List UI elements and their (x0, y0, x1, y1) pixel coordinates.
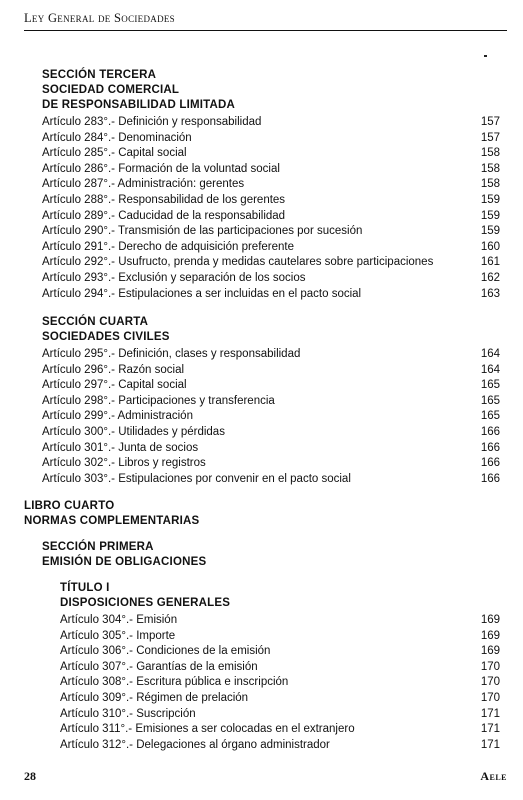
entry-page: 162 (480, 272, 500, 284)
toc-entry (42, 363, 500, 379)
entry-title: Artículo 300°.- Utilidades y pérdidas (42, 426, 225, 438)
toc-entry (60, 644, 500, 660)
publisher-mark: Aele (480, 769, 507, 783)
entry-page: 157 (480, 131, 500, 144)
entry-title: Artículo 304°.- Emisión (60, 614, 178, 626)
toc-entry (60, 675, 500, 691)
entry-page: 160 (480, 240, 500, 253)
entry-title: Artículo 303°.- Estipulaciones por convenir en el pacto social (42, 472, 351, 485)
heading-line: SECCIÓN TERCERA (42, 69, 157, 81)
entry-title: Artículo 307°.- Garantías de la emisión (60, 660, 258, 673)
entry-page: 159 (480, 194, 500, 206)
entry-page: 171 (480, 707, 500, 720)
entry-page: 166 (480, 426, 500, 438)
toc-entry (42, 378, 500, 394)
entry-page: 169 (480, 645, 500, 658)
entry-page: 169 (480, 629, 500, 642)
toc-entry (60, 629, 500, 645)
entry-page: 161 (480, 256, 500, 269)
entry-page: 171 (480, 723, 500, 736)
toc-entry (42, 472, 500, 488)
header-title: Ley General de Sociedades (24, 11, 175, 25)
toc-entry (42, 193, 500, 209)
entry-page: 165 (480, 410, 500, 423)
entry-title: Artículo 288°.- Responsabilidad de los gerentes (42, 194, 286, 206)
entry-title: Artículo 290°.- Transmisión de las participaciones por sucesión (42, 225, 363, 238)
entry-page: 165 (480, 394, 500, 407)
entry-title: Artículo 299°.- Administración (42, 410, 193, 423)
entry-title: Artículo 287°.- Administración: gerentes (42, 178, 245, 191)
entry-page: 165 (480, 379, 500, 392)
toc-entry (60, 738, 500, 754)
entry-title: Artículo 309°.- Régimen de prelación (60, 692, 249, 704)
entry-title: Artículo 285°.- Capital social (42, 147, 187, 160)
toc-entry (42, 146, 500, 162)
entry-page: 159 (480, 209, 500, 222)
heading-line: SOCIEDAD COMERCIAL (42, 84, 180, 96)
entry-title: Artículo 298°.- Participaciones y transferencia (42, 394, 275, 407)
toc-entry (42, 394, 500, 410)
toc-entry (60, 691, 500, 707)
heading-line: SECCIÓN PRIMERA (42, 541, 154, 553)
entry-page: 171 (480, 738, 500, 751)
toc-entry (42, 162, 500, 178)
entry-title: Artículo 294°.- Estipulaciones a ser incluidas en el pacto social (42, 287, 362, 300)
toc-entry (60, 722, 500, 738)
toc-entry (42, 287, 500, 303)
heading-line: SOCIEDADES CIVILES (42, 331, 170, 343)
heading-line: LIBRO CUARTO (24, 500, 115, 512)
entry-title: Artículo 297°.- Capital social (42, 379, 187, 392)
section-heading (42, 540, 206, 570)
entry-title: Artículo 295°.- Definición, clases y responsabilidad (42, 348, 301, 360)
entry-page: 164 (480, 363, 500, 376)
toc-entry (42, 441, 500, 457)
entry-page: 164 (480, 348, 500, 360)
entry-page: 170 (480, 676, 500, 689)
title-heading (60, 581, 230, 611)
toc-entry (42, 224, 500, 240)
toc-entry (42, 240, 500, 256)
toc-entry (42, 255, 500, 271)
entry-title: Artículo 306°.- Condiciones de la emisión (60, 645, 271, 658)
entry-title: Artículo 308°.- Escritura pública e inscripción (60, 676, 289, 689)
entry-title: Artículo 302°.- Libros y registros (42, 457, 206, 470)
toc-entry (42, 271, 500, 287)
heading-line: SECCIÓN CUARTA (42, 316, 149, 328)
entry-page: 157 (480, 116, 500, 128)
entry-page: 159 (480, 225, 500, 238)
entry-title: Artículo 286°.- Formación de la voluntad social (42, 162, 280, 175)
toc-entry (42, 347, 500, 363)
entry-page: 166 (480, 441, 500, 454)
toc-entry (42, 209, 500, 225)
toc-entry (60, 660, 500, 676)
toc-entry (42, 425, 500, 441)
heading-line: DISPOSICIONES GENERALES (60, 597, 231, 609)
entry-page: 170 (480, 660, 500, 673)
entry-title: Artículo 312°.- Delegaciones al órgano administrador (60, 738, 330, 751)
entry-title: Artículo 292°.- Usufructo, prenda y medidas cautelares sobre participaciones (42, 256, 434, 269)
entry-title: Artículo 283°.- Definición y responsabilidad (42, 116, 262, 128)
entry-title: Artículo 305°.- Importe (60, 629, 176, 642)
toc-entry (42, 131, 500, 147)
toc-entry (42, 115, 500, 131)
toc-entry (60, 707, 500, 723)
entry-title: Artículo 310°.- Suscripción (60, 707, 196, 720)
toc-entry (42, 456, 500, 472)
entry-page: 158 (480, 147, 500, 160)
entry-page: 166 (480, 457, 500, 470)
entry-title: Artículo 311°.- Emisiones a ser colocadas en el extranjero (60, 723, 355, 736)
entry-title: Artículo 293°.- Exclusión y separación de los socios (42, 272, 306, 284)
entry-page: 169 (480, 614, 500, 626)
entry-page: 166 (480, 472, 500, 485)
heading-line: TÍTULO I (60, 582, 110, 594)
heading-line: NORMAS COMPLEMENTARIAS (24, 515, 200, 527)
entry-page: 158 (480, 178, 500, 191)
toc-entry (60, 613, 500, 629)
ink-speck (484, 55, 487, 57)
toc-entry (42, 409, 500, 425)
entry-title: Artículo 301°.- Junta de socios (42, 441, 199, 454)
section-heading (42, 68, 235, 113)
entry-title: Artículo 291°.- Derecho de adquisición preferente (42, 240, 294, 253)
entry-page: 163 (480, 287, 500, 300)
page-number: 28 (24, 769, 36, 783)
heading-line: DE RESPONSABILIDAD LIMITADA (42, 99, 236, 111)
heading-line: EMISIÓN DE OBLIGACIONES (42, 556, 207, 568)
running-header (24, 8, 507, 31)
entry-title: Artículo 284°.- Denominación (42, 131, 192, 144)
entry-title: Artículo 296°.- Razón social (42, 363, 185, 376)
entry-page: 170 (480, 692, 500, 704)
entry-title: Artículo 289°.- Caducidad de la responsabilidad (42, 209, 286, 222)
toc-entry (42, 177, 500, 193)
book-heading (24, 499, 199, 529)
entry-page: 158 (480, 162, 500, 175)
section-heading (42, 315, 170, 345)
